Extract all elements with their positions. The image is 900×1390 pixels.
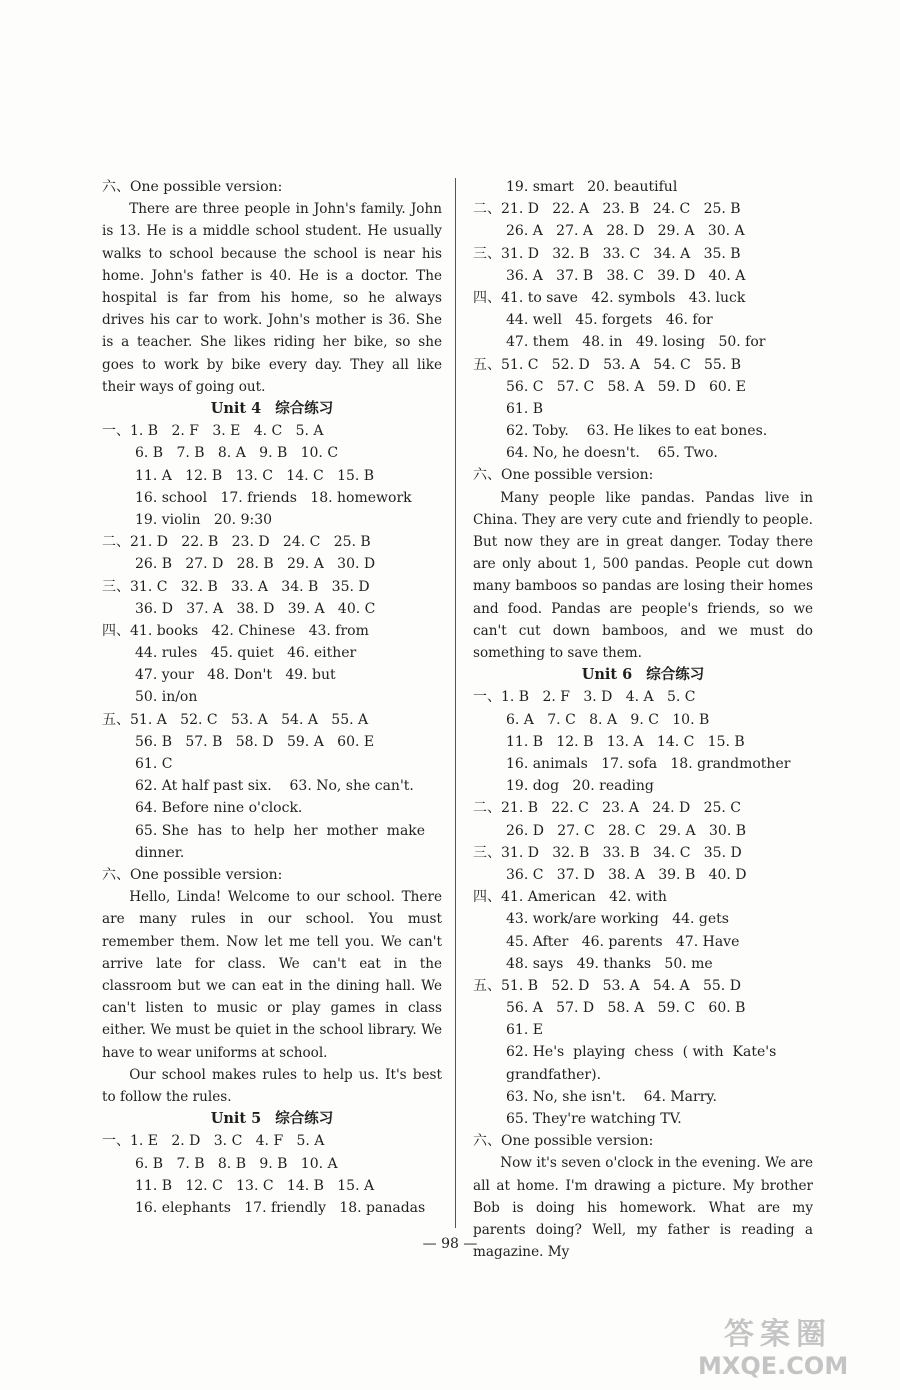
answer-line: 19. smart 20. beautiful <box>506 179 678 195</box>
answer-line: 三、31. D 32. B 33. B 34. C 35. D <box>473 844 742 861</box>
answer-line: 56. C 57. C 58. A 59. D 60. E <box>506 378 746 395</box>
unit-title <box>473 664 813 686</box>
answer-line: 64. No, he doesn't. 65. Two. <box>506 445 718 462</box>
answer-line: 65. They're watching TV. <box>506 1111 682 1127</box>
answer-line: 6. B 7. B 8. B 9. B 10. A <box>135 1155 338 1172</box>
answer-line: 56. B 57. B 58. D 59. A 60. E <box>135 733 375 750</box>
column-divider <box>455 178 456 1228</box>
answer-line: 19. violin 20. 9:30 <box>135 511 273 528</box>
answer-line: 一、1. B 2. F 3. E 4. C 5. A <box>102 423 324 440</box>
answer-line: 六、One possible version: <box>473 1133 654 1150</box>
answer-line: 6. B 7. B 8. A 9. B 10. C <box>135 445 339 462</box>
answer-line: 61. B <box>506 400 544 417</box>
unit-title <box>102 398 442 420</box>
essay-paragraph: Many people like pandas. Pandas live in China. They are very cute and friendly to people. But now they are in great danger. Today there are only about 1, 500 pandas. People cut down many bamboos so pandas are losing their homes and food. Pandas are people's friends, so we can't cut down bamboos, and we must do something to save them. <box>473 489 813 662</box>
answer-line: 一、1. E 2. D 3. C 4. F 5. A <box>102 1133 325 1150</box>
answer-line: 36. A 37. B 38. C 39. D 40. A <box>506 267 746 284</box>
answer-line: 三、31. D 32. B 33. C 34. A 35. B <box>473 245 741 262</box>
answer-line: 47. them 48. in 49. losing 50. for <box>506 334 766 351</box>
answer-line: 六、One possible version: <box>473 467 654 484</box>
answer-line: grandfather). <box>506 1066 602 1083</box>
answer-line: 26. D 27. C 28. C 29. A 30. B <box>506 822 747 839</box>
answer-line: 16. animals 17. sofa 18. grandmother <box>506 756 791 772</box>
answer-line: 36. C 37. D 38. A 39. B 40. D <box>506 866 747 883</box>
unit-subtitle: 综合练习 <box>275 1111 334 1128</box>
essay-paragraph: Now it's seven o'clock in the evening. We are all at home. I'm drawing a picture. My brother Bob is doing his homework. What are my parents doing? Well, my father is reading a magazine. My <box>473 1155 813 1261</box>
answer-line: 19. dog 20. reading <box>506 778 654 795</box>
answer-line: 二、21. D 22. B 23. D 24. C 25. B <box>102 534 371 551</box>
answer-line: dinner. <box>135 844 185 861</box>
answer-line: 四、41. to save 42. symbols 43. luck <box>473 289 746 306</box>
answer-line: 11. B 12. C 13. C 14. B 15. A <box>135 1177 375 1194</box>
answer-line: 61. C <box>135 756 173 773</box>
page-number: — 98 — <box>422 1236 478 1252</box>
essay-paragraph: Our school makes rules to help us. It's best to follow the rules. <box>102 1066 442 1105</box>
unit-subtitle: 综合练习 <box>646 667 705 684</box>
answer-line: 62. Toby. 63. He likes to eat bones. <box>506 423 768 440</box>
essay-block <box>102 886 442 1108</box>
answer-line: 50. in/on <box>135 689 198 706</box>
answer-line: 63. No, she isn't. 64. Marry. <box>506 1088 717 1105</box>
answer-line: 一、1. B 2. F 3. D 4. A 5. C <box>473 689 696 706</box>
answer-line: 五、51. C 52. D 53. A 54. C 55. B <box>473 356 742 373</box>
watermark-logo <box>698 1318 898 1386</box>
unit-label: Unit 5 <box>210 1110 262 1128</box>
unit-label: Unit 4 <box>210 400 262 418</box>
answer-line: 6. A 7. C 8. A 9. C 10. B <box>506 711 710 728</box>
essay-block <box>102 198 442 398</box>
right-column <box>473 176 813 1263</box>
answer-line: 26. B 27. D 28. B 29. A 30. D <box>135 556 376 573</box>
answer-line: 47. your 48. Don't 49. but <box>135 667 336 684</box>
unit-subtitle: 综合练习 <box>275 401 334 418</box>
answer-line: 六、One possible version: <box>102 179 283 195</box>
answer-line: 三、31. C 32. B 33. A 34. B 35. D <box>102 578 370 595</box>
answer-line: 五、51. B 52. D 53. A 54. A 55. D <box>473 977 741 994</box>
answer-line: 62. At half past six. 63. No, she can't. <box>135 778 414 795</box>
answer-line: 16. school 17. friends 18. homework <box>135 489 412 506</box>
left-column <box>102 176 442 1219</box>
answer-line: 45. After 46. parents 47. Have <box>506 933 740 950</box>
watermark-text: 答案圈 <box>724 1317 832 1352</box>
essay-paragraph: There are three people in John's family. John is 13. He is a middle school student. He usually walks to school because the school is near his home. John's father is 40. He is a doctor. The hospital is far from his home, so he always drives his car to work. John's mother is 36. She is a teacher. She likes riding her bike, so she goes to work by bike every day. They all like their ways of going out. <box>102 201 442 395</box>
answer-line: 11. A 12. B 13. C 14. C 15. B <box>135 467 375 484</box>
answer-line: 36. D 37. A 38. D 39. A 40. C <box>135 600 376 617</box>
answer-line: 61. E <box>506 1022 543 1039</box>
answer-line: 四、41. books 42. Chinese 43. from <box>102 622 369 639</box>
answer-line: 二、21. B 22. C 23. A 24. D 25. C <box>473 800 742 817</box>
answer-line: 11. B 12. B 13. A 14. C 15. B <box>506 733 745 750</box>
answer-line: 48. says 49. thanks 50. me <box>506 955 713 972</box>
answer-line: 43. work/are working 44. gets <box>506 911 729 928</box>
answer-line: 16. elephants 17. friendly 18. panadas <box>135 1199 426 1216</box>
answer-line: 二、21. D 22. A 23. B 24. C 25. B <box>473 201 741 218</box>
answer-line: 62. He's playing chess ( with Kate's <box>506 1044 777 1061</box>
unit-title <box>102 1108 442 1130</box>
answer-line: 26. A 27. A 28. D 29. A 30. A <box>506 223 745 240</box>
answer-line: 44. well 45. forgets 46. for <box>506 312 713 329</box>
unit-label: Unit 6 <box>581 666 633 684</box>
answer-line: 65. She has to help her mother make <box>135 822 426 839</box>
essay-block <box>473 487 813 665</box>
watermark-url: MXQE.COM <box>698 1352 849 1380</box>
answer-line: 四、41. American 42. with <box>473 889 667 906</box>
answer-line: 五、51. A 52. C 53. A 54. A 55. A <box>102 711 369 728</box>
answer-line: 六、One possible version: <box>102 866 283 883</box>
answer-line: 56. A 57. D 58. A 59. C 60. B <box>506 1000 746 1017</box>
essay-paragraph: Hello, Linda! Welcome to our school. There are many rules in our school. You must remember them. Now let me tell you. We can't arrive late for class. We can't eat in the classroom but we can eat in the dining hall. We can't listen to music or play games in class either. We must be quiet in the school library. We have to wear uniforms at school. <box>102 889 442 1061</box>
answer-line: 64. Before nine o'clock. <box>135 800 303 817</box>
answer-line: 44. rules 45. quiet 46. either <box>135 645 357 662</box>
